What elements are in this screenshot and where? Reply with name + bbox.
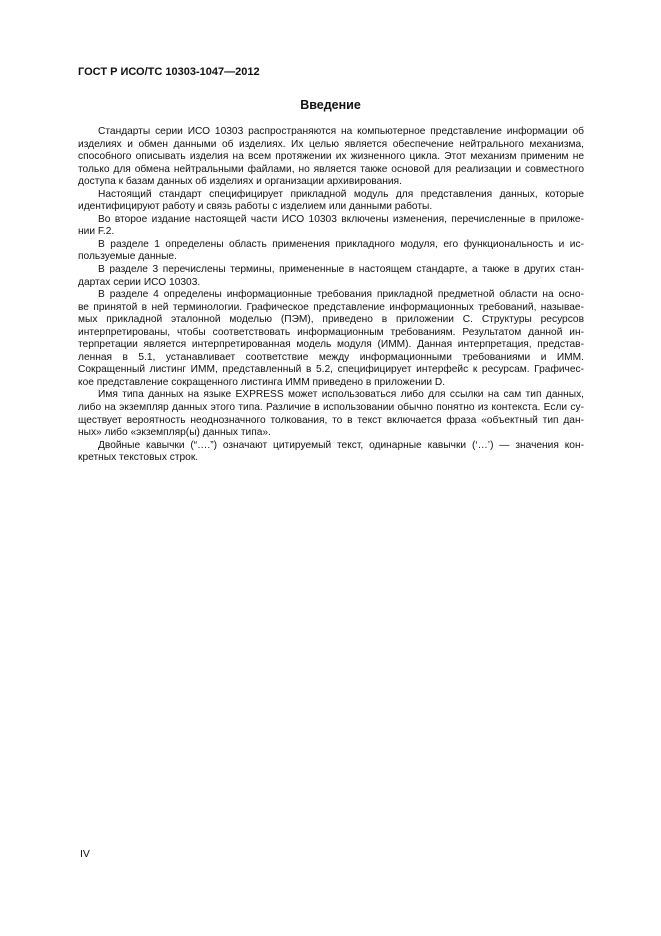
text-line: В разделе 1 определены область применения прикладного модуля, его функциональность и ис-	[98, 238, 584, 250]
text-line: кое представление сокращенного листинга ИММ приведено в приложении D.	[78, 376, 446, 388]
paragraph	[78, 389, 584, 439]
text-line: ве принятой в ней терминологии. Графическое представление информационных требований, называе-	[78, 301, 584, 313]
text-line: терпретации является интерпретированная модель модуля (ИММ). Данная интерпретация, представ-	[78, 339, 584, 351]
text-line: В разделе 4 определены информационные требования прикладной предметной области на осно-	[98, 289, 584, 301]
text-line: мых прикладной эталонной моделью (ПЭМ), приведено в приложении С. Структуры ресурсов	[78, 314, 584, 326]
page-number: IV	[80, 848, 90, 860]
paragraph	[78, 289, 584, 389]
text-line: Настоящий стандарт специфицирует прикладной модуль для представления данных, которые	[98, 188, 584, 200]
document-body	[78, 126, 584, 465]
paragraph	[78, 440, 584, 465]
text-line: ных» либо «экземпляр(ы) данных типа».	[78, 427, 271, 439]
text-line: изделиях и обмен данными об изделиях. Их целью является обеспечение нейтрального механизма,	[78, 138, 584, 150]
text-line: Имя типа данных на языке EXPRESS может использоваться либо для ссылки на сам тип данных,	[98, 389, 584, 401]
document-header: ГОСТ Р ИСО/ТС 10303-1047—2012	[78, 66, 260, 78]
paragraph	[78, 264, 584, 289]
text-line: В разделе 3 перечислены термины, примененные в настоящем стандарте, а также в других стан-	[98, 264, 584, 276]
text-line: ществует вероятность неоднозначного толкования, то в текст включается фраза «объектный тип дан-	[78, 414, 584, 426]
paragraph	[78, 126, 584, 189]
text-line: Двойные кавычки (“….”) означают цитируемый текст, одинарные кавычки (‘…’) — значения кон-	[98, 439, 584, 451]
text-line: нии F.2.	[78, 226, 115, 238]
text-line: ленная в 5.1, устанавливает соответствие между информационными требованиями и ИММ.	[78, 351, 584, 363]
text-line: Во второе издание настоящей части ИСО 10303 включены изменения, перечисленные в приложе-	[98, 213, 584, 225]
text-line: интерпретированы, чтобы соответствовать информационным требованиям. Результатом данной ин-	[78, 326, 584, 338]
text-line: кретных текстовых строк.	[78, 452, 199, 464]
text-line: Сокращенный листинг ИММ, представленный в 5.2, специфицирует интерфейс к ресурсам. Графичес-	[78, 364, 584, 376]
text-line: пользуемые данные.	[78, 251, 177, 263]
paragraph	[78, 214, 584, 239]
text-line: дартах серии ИСО 10303.	[78, 276, 201, 288]
text-line: Стандарты серии ИСО 10303 распространяются на компьютерное представление информации об	[98, 126, 584, 137]
text-line: идентифицируют работу и связь работы с изделием или данными работы.	[78, 201, 433, 213]
text-line: доступа к базам данных об изделиях и организации архивирования.	[78, 176, 402, 188]
text-line: только для обмена нейтральными файлами, но является также основой для реализации и совместного	[78, 163, 584, 175]
paragraph	[78, 239, 584, 264]
text-line: способного описывать изделия на всем протяжении их жизненного цикла. Этот механизм применим не	[78, 151, 584, 163]
paragraph	[78, 189, 584, 214]
text-line: либо на экземпляр данных этого типа. Различие в использовании обычно понятно из контекста. Если су-	[78, 402, 584, 414]
section-title: Введение	[300, 98, 361, 112]
